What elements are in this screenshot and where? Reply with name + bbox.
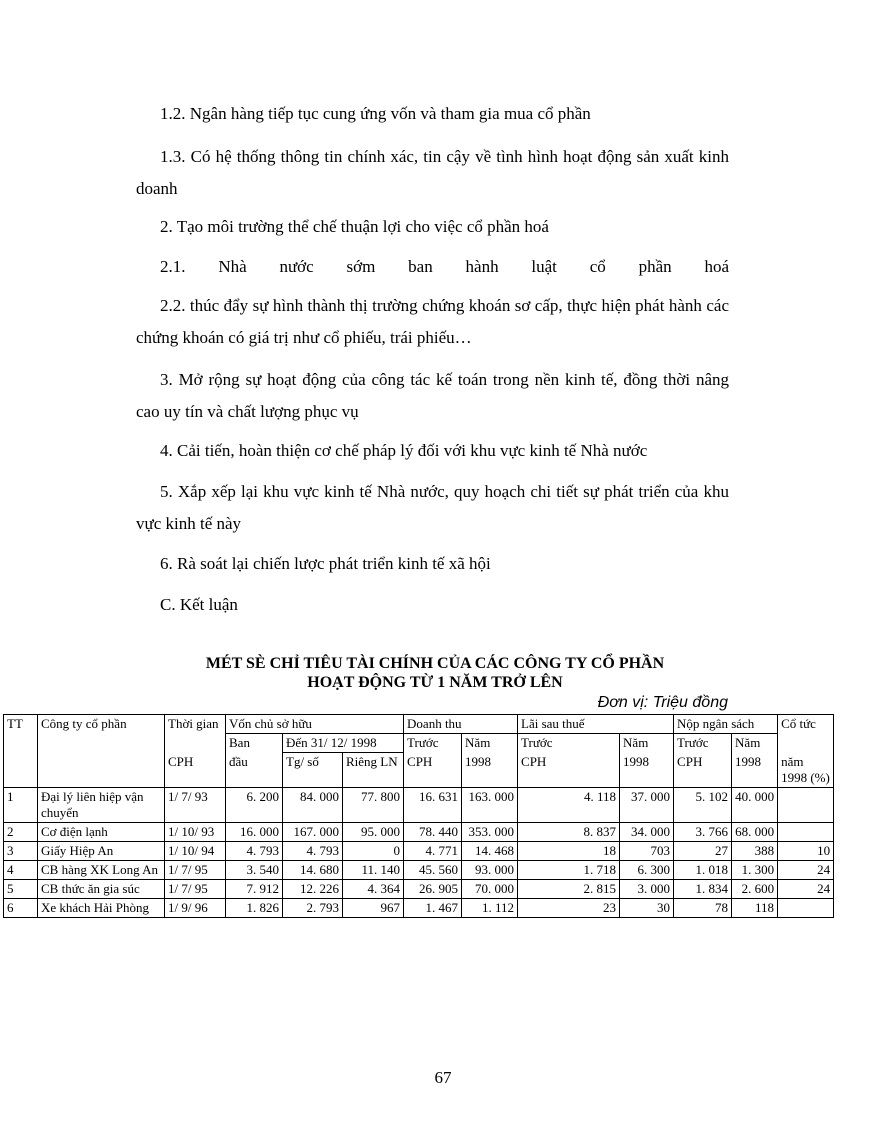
row-dividend <box>778 822 834 841</box>
row-dividend <box>778 787 834 822</box>
paragraph-text: 5. Xắp xếp lại khu vực kinh tế Nhà nước, quy hoạch chi tiết sự phát triển của khu vực kinh tế này <box>136 482 729 533</box>
paragraph-1-2 <box>136 98 729 130</box>
paragraph-text: 1.3. Có hệ thống thông tin chính xác, tin cậy về tình hình hoạt động sản xuất kinh doanh <box>136 147 729 198</box>
row-budget-before: 5. 102 <box>674 787 732 822</box>
paragraph-text: 6. Rà soát lại chiến lược phát triển kinh tế xã hội <box>160 554 491 573</box>
row-profit-before: 2. 815 <box>518 879 620 898</box>
table-body <box>4 787 834 917</box>
row-budget-before: 1. 834 <box>674 879 732 898</box>
row-company: Xe khách Hải Phòng <box>38 898 165 917</box>
header-tt: TT <box>4 715 38 788</box>
header-initial: Ban <box>226 734 283 753</box>
row-time: 1/ 10/ 93 <box>165 822 226 841</box>
row-time: 1/ 10/ 94 <box>165 841 226 860</box>
table-row <box>4 822 834 841</box>
row-total: 167. 000 <box>283 822 343 841</box>
table-row <box>4 787 834 822</box>
header-rev-before: Trước <box>404 734 462 753</box>
row-own: 11. 140 <box>343 860 404 879</box>
paragraph-4 <box>136 435 729 467</box>
row-dividend: 10 <box>778 841 834 860</box>
row-profit-before: 1. 718 <box>518 860 620 879</box>
row-tt: 1 <box>4 787 38 822</box>
row-tt: 4 <box>4 860 38 879</box>
header-equity: Vốn chủ sở hữu <box>226 715 404 734</box>
row-total: 12. 226 <box>283 879 343 898</box>
row-initial: 1. 826 <box>226 898 283 917</box>
row-rev-1998: 14. 468 <box>462 841 518 860</box>
row-total: 14. 680 <box>283 860 343 879</box>
paragraph-text: 3. Mở rộng sự hoạt động của công tác kế toán trong nền kinh tế, đồng thời nâng cao uy tín và chất lượng phục vụ <box>136 370 729 421</box>
header-rev-1998: 1998 <box>462 753 518 788</box>
row-budget-1998: 1. 300 <box>732 860 778 879</box>
row-tt: 6 <box>4 898 38 917</box>
paragraph-6 <box>136 548 729 580</box>
row-rev-before: 26. 905 <box>404 879 462 898</box>
row-tt: 3 <box>4 841 38 860</box>
row-dividend <box>778 898 834 917</box>
header-budget-1998: 1998 <box>732 753 778 788</box>
header-time: Thời gian <box>165 715 226 753</box>
row-budget-1998: 388 <box>732 841 778 860</box>
table-row <box>4 879 834 898</box>
row-budget-1998: 118 <box>732 898 778 917</box>
row-initial: 6. 200 <box>226 787 283 822</box>
paragraph-text: 1.2. Ngân hàng tiếp tục cung ứng vốn và tham gia mua cổ phần <box>160 104 591 123</box>
row-profit-1998: 3. 000 <box>620 879 674 898</box>
row-time: 1/ 7/ 93 <box>165 787 226 822</box>
row-initial: 7. 912 <box>226 879 283 898</box>
header-profit-year: Năm <box>620 734 674 753</box>
table-title-line-1: MÉT SÈ CHỈ TIÊU TÀI CHÍNH CỦA CÁC CÔNG TY CỔ PHẦN <box>205 655 665 672</box>
row-budget-before: 27 <box>674 841 732 860</box>
row-rev-1998: 70. 000 <box>462 879 518 898</box>
row-rev-1998: 163. 000 <box>462 787 518 822</box>
header-budget-cph: CPH <box>674 753 732 788</box>
header-row-1 <box>4 715 834 734</box>
row-budget-1998: 2. 600 <box>732 879 778 898</box>
row-dividend: 24 <box>778 879 834 898</box>
row-rev-1998: 93. 000 <box>462 860 518 879</box>
paragraph-text: 2. Tạo môi trường thể chế thuận lợi cho việc cổ phần hoá <box>160 217 549 236</box>
header-profit: Lãi sau thuế <box>518 715 674 734</box>
row-budget-1998: 68. 000 <box>732 822 778 841</box>
paragraph-2 <box>136 211 729 243</box>
row-total: 2. 793 <box>283 898 343 917</box>
paragraph-text: 2.1. Nhà nước sớm ban hành luật cổ phần hoá <box>160 257 729 276</box>
row-time: 1/ 9/ 96 <box>165 898 226 917</box>
row-initial: 3. 540 <box>226 860 283 879</box>
header-budget-before: Trước <box>674 734 732 753</box>
header-profit-cph: CPH <box>518 753 620 788</box>
row-profit-1998: 34. 000 <box>620 822 674 841</box>
row-time: 1/ 7/ 95 <box>165 879 226 898</box>
row-company: Giấy Hiệp An <box>38 841 165 860</box>
row-rev-before: 45. 560 <box>404 860 462 879</box>
row-company: CB thức ăn gia súc <box>38 879 165 898</box>
row-rev-before: 78. 440 <box>404 822 462 841</box>
row-budget-before: 1. 018 <box>674 860 732 879</box>
row-profit-1998: 30 <box>620 898 674 917</box>
paragraph-2-2 <box>136 290 729 354</box>
paragraph-2-1 <box>136 251 729 283</box>
paragraph-3 <box>136 364 729 428</box>
header-rev-cph: CPH <box>404 753 462 788</box>
row-initial: 4. 793 <box>226 841 283 860</box>
row-profit-before: 23 <box>518 898 620 917</box>
paragraph-c <box>136 589 729 621</box>
header-rev-year: Năm <box>462 734 518 753</box>
header-total: Tg/ số <box>283 753 343 788</box>
header-company: Công ty cổ phần <box>38 715 165 788</box>
row-company: Đại lý liên hiệp vận chuyển <box>38 787 165 822</box>
paragraph-1-3 <box>136 141 729 205</box>
row-company: Cơ điện lạnh <box>38 822 165 841</box>
row-dividend: 24 <box>778 860 834 879</box>
header-revenue: Doanh thu <box>404 715 518 734</box>
financial-table <box>3 714 834 918</box>
table-row <box>4 898 834 917</box>
header-initial-2: đầu <box>226 753 283 788</box>
unit-label: Đơn vị: Triệu đồng <box>597 694 728 711</box>
row-budget-before: 78 <box>674 898 732 917</box>
row-tt: 5 <box>4 879 38 898</box>
table-row <box>4 841 834 860</box>
header-profit-1998: 1998 <box>620 753 674 788</box>
row-rev-before: 1. 467 <box>404 898 462 917</box>
row-profit-1998: 6. 300 <box>620 860 674 879</box>
row-own: 967 <box>343 898 404 917</box>
row-budget-1998: 40. 000 <box>732 787 778 822</box>
row-rev-1998: 1. 112 <box>462 898 518 917</box>
header-dividend: Cổ tức <box>778 715 834 753</box>
row-profit-before: 4. 118 <box>518 787 620 822</box>
row-own: 77. 800 <box>343 787 404 822</box>
row-rev-1998: 353. 000 <box>462 822 518 841</box>
row-initial: 16. 000 <box>226 822 283 841</box>
table-row <box>4 860 834 879</box>
row-profit-before: 18 <box>518 841 620 860</box>
header-dividend-1998: năm 1998 (%) <box>778 753 834 788</box>
row-total: 84. 000 <box>283 787 343 822</box>
header-own: Riêng LN <box>343 753 404 788</box>
header-profit-before: Trước <box>518 734 620 753</box>
row-tt: 2 <box>4 822 38 841</box>
paragraph-text: C. Kết luận <box>160 595 238 614</box>
row-profit-before: 8. 837 <box>518 822 620 841</box>
header-budget-year: Năm <box>732 734 778 753</box>
row-own: 4. 364 <box>343 879 404 898</box>
paragraph-text: 2.2. thúc đẩy sự hình thành thị trường chứng khoán sơ cấp, thực hiện phát hành các chứng khoán có giá trị như cổ phiếu, trái phiếu… <box>136 296 729 347</box>
paragraph-5 <box>136 476 729 540</box>
row-company: CB hàng XK Long An <box>38 860 165 879</box>
header-time-cph: CPH <box>165 753 226 788</box>
row-own: 95. 000 <box>343 822 404 841</box>
page-number: 67 <box>434 1068 452 1087</box>
row-rev-before: 4. 771 <box>404 841 462 860</box>
row-profit-1998: 703 <box>620 841 674 860</box>
header-to-date: Đến 31/ 12/ 1998 <box>283 734 404 753</box>
row-total: 4. 793 <box>283 841 343 860</box>
row-time: 1/ 7/ 95 <box>165 860 226 879</box>
row-budget-before: 3. 766 <box>674 822 732 841</box>
paragraph-text: 4. Cải tiến, hoàn thiện cơ chế pháp lý đối với khu vực kinh tế Nhà nước <box>160 441 648 460</box>
row-own: 0 <box>343 841 404 860</box>
header-budget: Nộp ngân sách <box>674 715 778 734</box>
row-profit-1998: 37. 000 <box>620 787 674 822</box>
row-rev-before: 16. 631 <box>404 787 462 822</box>
table-title-line-2: HOẠT ĐỘNG TỪ 1 NĂM TRỞ LÊN <box>307 674 563 691</box>
